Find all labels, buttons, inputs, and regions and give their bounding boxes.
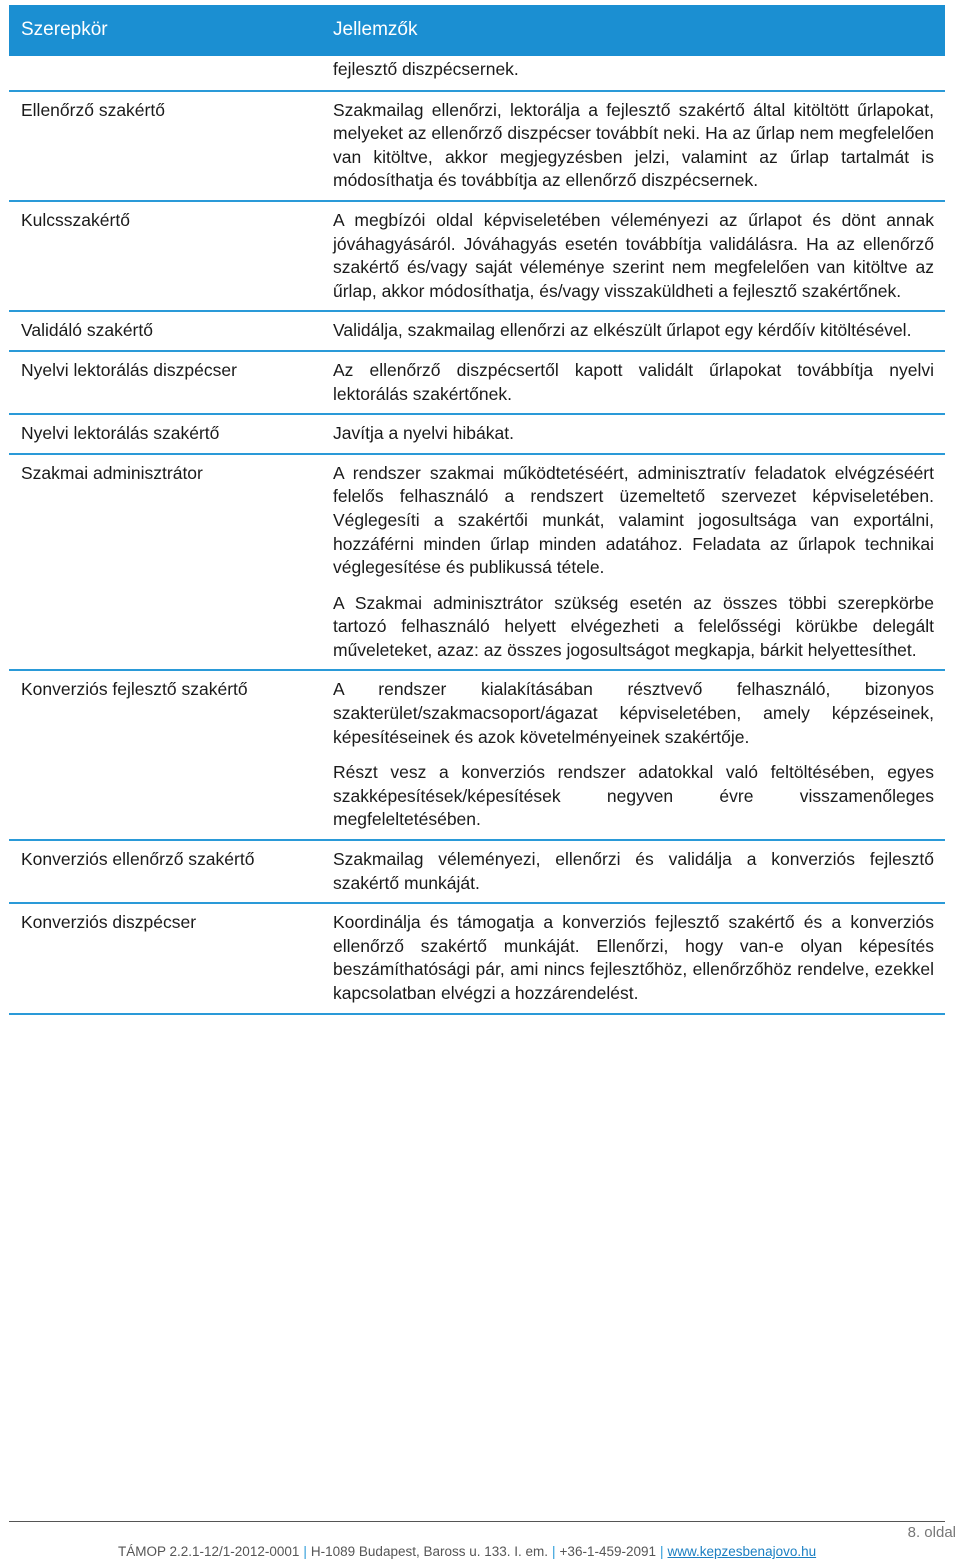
- description-paragraph: Koordinálja és támogatja a konverziós fejlesztő szakértő és a konverziós ellenőrző szakértő munkáját. Ellenőrzi, hogy van-e olyan képesítés beszámíthatósági pár, ami nincs fejlesztőhöz, ellenőrzőhöz rendelve, ezekkel kapcsolatban elvégzi a hozzárendelést.: [333, 912, 934, 1003]
- role-description: [321, 670, 945, 840]
- table-header-row: [9, 5, 945, 55]
- description-paragraph: A rendszer kialakításában résztvevő felhasználó, bizonyos szakterület/szakmacsoport/ágazat képviseletében, amely képzéseinek, képesítéseinek és azok követelményeinek szakértője.: [333, 679, 934, 747]
- table-row: [9, 311, 945, 351]
- role-description: [321, 351, 945, 414]
- role-description: [321, 201, 945, 311]
- footer-divider: [9, 1521, 945, 1522]
- footer-phone: +36-1-459-2091: [559, 1544, 656, 1559]
- header-role: Szerepkör: [9, 5, 321, 55]
- table-row: [9, 414, 945, 454]
- role-name: Konverziós ellenőrző szakértő: [9, 840, 321, 903]
- table-row: [9, 201, 945, 311]
- description-paragraph: A megbízói oldal képviseletében véleményezi az űrlapot és dönt annak jóváhagyásáról. Jóváhagyás esetén továbbítja validálásra. Ha az ellenőrző szakértő és/vagy saját véleménye szerint nem megfelelően van kitöltve az űrlap, akkor módosíthatja, és/vagy visszaküldheti a fejlesztő szakértőnek.: [333, 209, 934, 301]
- role-name: Kulcsszakértő: [9, 201, 321, 311]
- roles-table: [9, 5, 945, 1015]
- footer: TÁMOP 2.2.1-12/1-2012-0001 | H-1089 Budapest, Baross u. 133. I. em. | +36-1-459-2091 | www.kepzesbenajovo.hu: [118, 1544, 817, 1559]
- table-row: [9, 91, 945, 201]
- footer-website-link[interactable]: www.kepzesbenajovo.hu: [667, 1544, 817, 1559]
- description-paragraph: A Szakmai adminisztrátor szükség esetén az összes többi szerepkörbe tartozó felhasználó helyett elvégezheti a felelősségi körükbe delegált műveleteket, azaz: az összes jogosultságot megkapja, bárkit helyettesíthet.: [333, 592, 934, 660]
- table-row: [9, 903, 945, 1013]
- table-row: [9, 351, 945, 414]
- footer-project: TÁMOP 2.2.1-12/1-2012-0001: [118, 1544, 300, 1559]
- role-description: [321, 414, 945, 454]
- role-name: Validáló szakértő: [9, 311, 321, 351]
- role-description: [321, 91, 945, 201]
- continuation-text: fejlesztő diszpécsernek.: [321, 55, 945, 91]
- description-paragraph: Szakmailag ellenőrzi, lektorálja a fejlesztő szakértő által kitöltött űrlapokat, melyeket az ellenőrző diszpécser továbbít neki. Ha az űrlap nem megfelelően van kitöltve, akkor megjegyzésben jelzi, valamint az űrlap tartalmát is módosíthatja és továbbítja az ellenőrző diszpécsernek.: [333, 99, 934, 191]
- role-name: Nyelvi lektorálás szakértő: [9, 414, 321, 454]
- description-paragraph: A rendszer szakmai működtetéséért, adminisztratív feladatok elvégzéséért felelős felhasználó a rendszert üzemeltető szervezet képviseletében. Véglegesíti a szakértői munkát, valamint jogosultsága van exportálni, hozzáférni minden űrlap minden adatához. Feladata az űrlapok technikai véglegesítése és publikussá tétele.: [333, 462, 934, 578]
- description-paragraph: Szakmailag véleményezi, ellenőrzi és validálja a konverziós fejlesztő szakértő munkáját.: [333, 849, 934, 893]
- header-description: Jellemzők: [321, 5, 945, 55]
- description-paragraph: Az ellenőrző diszpécsertől kapott validált űrlapokat továbbítja nyelvi lektorálás szakértőnek.: [333, 359, 934, 404]
- role-name: Ellenőrző szakértő: [9, 91, 321, 201]
- table-row: [9, 670, 945, 840]
- table-row: [9, 454, 945, 671]
- page-number: 8. oldal: [907, 1524, 956, 1541]
- role-name: Konverziós diszpécser: [9, 903, 321, 1013]
- role-description: [321, 311, 945, 351]
- role-description: [321, 903, 945, 1013]
- description-paragraph: Validálja, szakmailag ellenőrzi az elkészült űrlapot egy kérdőív kitöltésével.: [333, 320, 912, 341]
- footer-address: H-1089 Budapest, Baross u. 133. I. em.: [310, 1544, 549, 1559]
- description-paragraph: Részt vesz a konverziós rendszer adatokkal való feltöltésében, egyes szakképesítések/képesítések negyven évre visszamenőleges megfeleltetésében.: [333, 762, 934, 830]
- role-name: Szakmai adminisztrátor: [9, 454, 321, 671]
- role-name: Nyelvi lektorálás diszpécser: [9, 351, 321, 414]
- role-description: [321, 840, 945, 903]
- table-row: [9, 840, 945, 903]
- table-row-continuation: [9, 55, 945, 91]
- description-paragraph: Javítja a nyelvi hibákat.: [333, 423, 514, 444]
- role-description: [321, 454, 945, 671]
- role-name: Konverziós fejlesztő szakértő: [9, 670, 321, 840]
